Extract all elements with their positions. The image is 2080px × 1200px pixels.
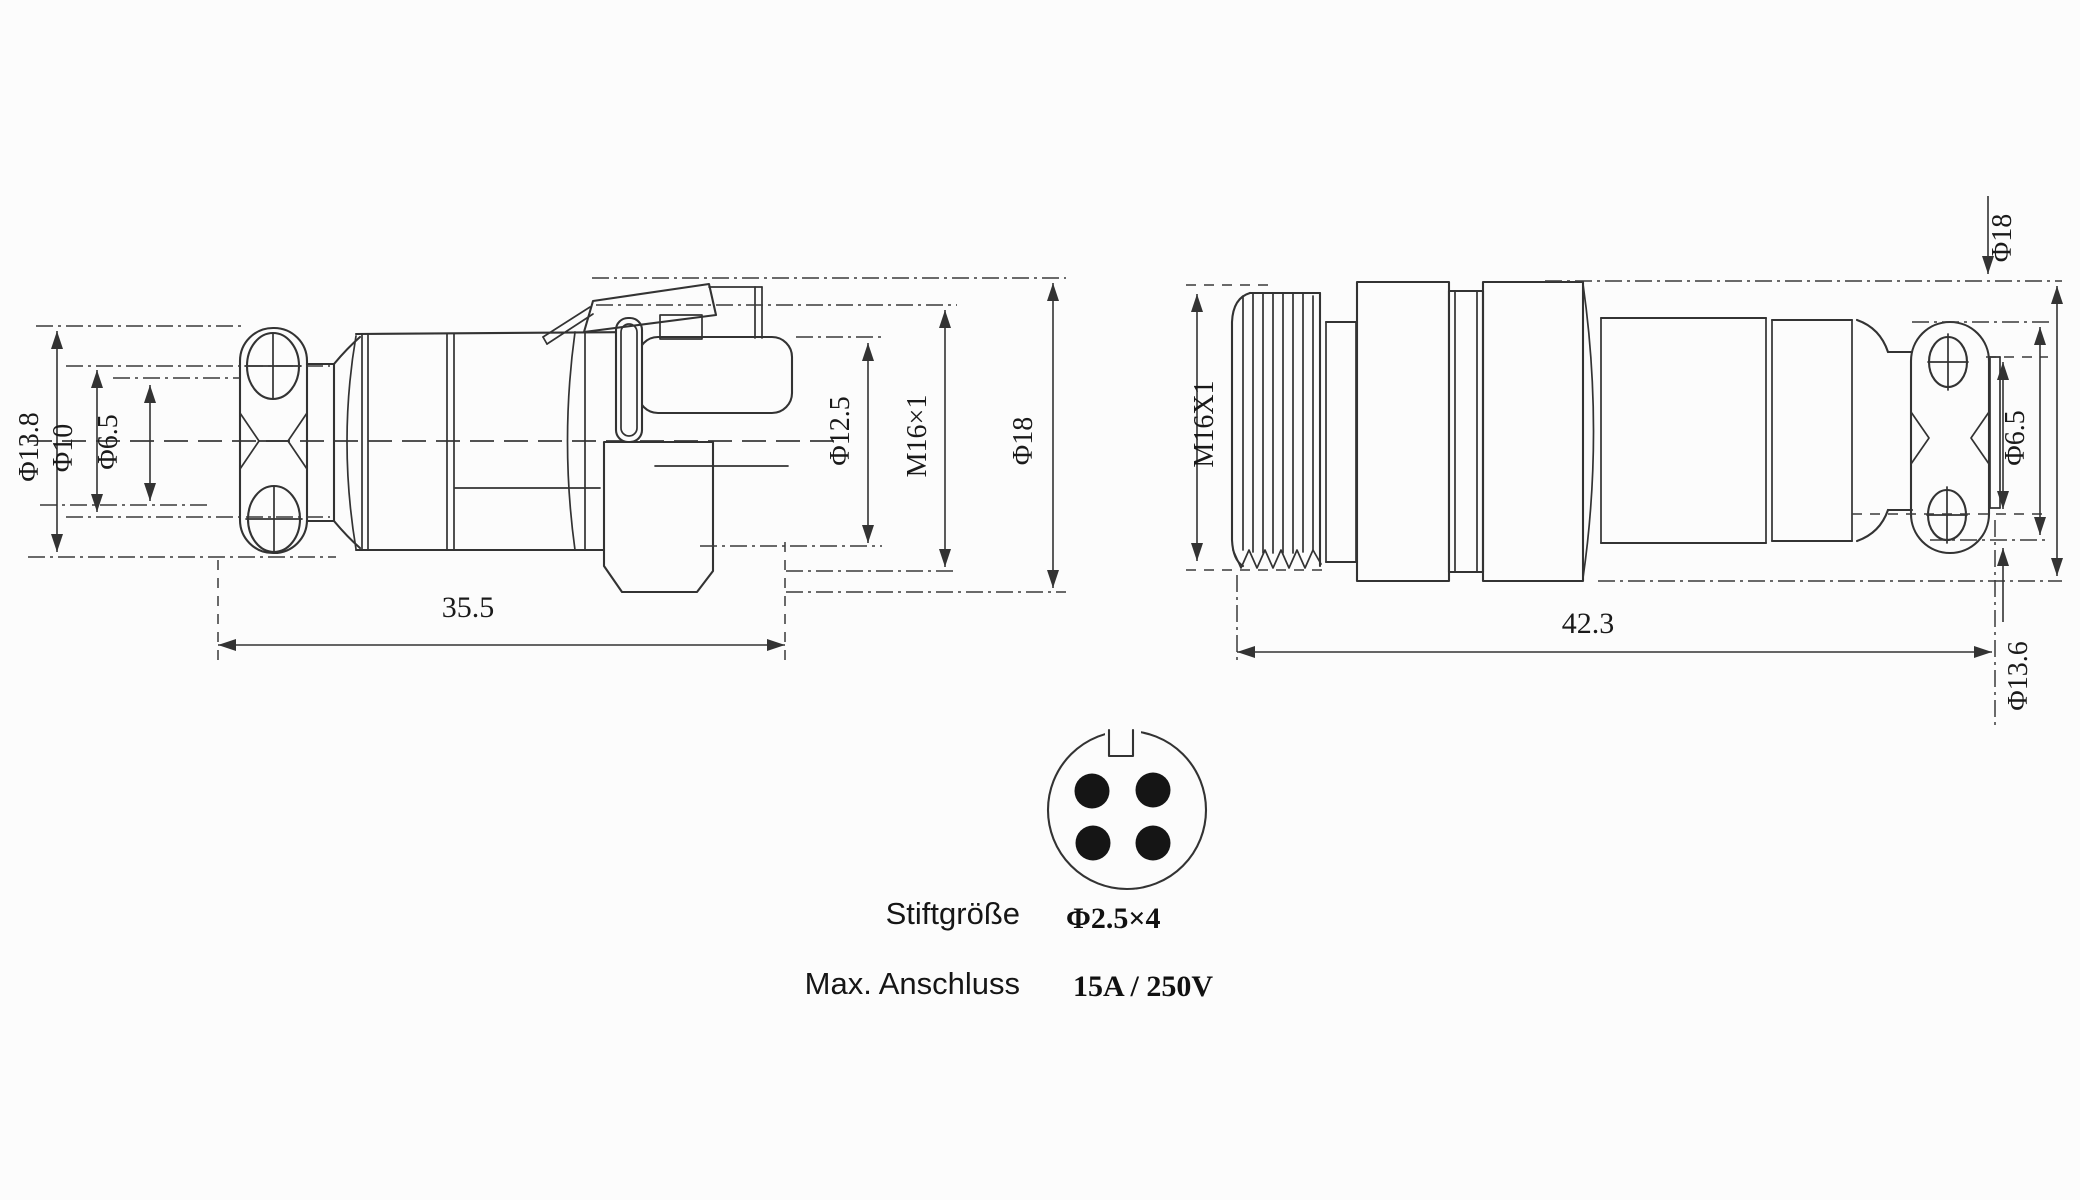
max-rating-value: 15A / 250V (1073, 970, 1214, 1003)
specs (805, 896, 1214, 1003)
shell-top (356, 332, 640, 334)
dim-label-phi18: Φ18 (1008, 416, 1039, 466)
dim-label-phi6-5: Φ6.5 (93, 414, 124, 470)
dim-label-35-5: 35.5 (441, 591, 495, 624)
dim-label-phi10: Φ10 (48, 423, 79, 473)
latch-arm (584, 284, 716, 332)
dim-label-phi6-5-right: Φ6.5 (2000, 410, 2031, 466)
dim-label-phi13-8: Φ13.8 (14, 412, 45, 482)
pin (1136, 773, 1171, 808)
thread-crests (1233, 550, 1321, 568)
dim-label-phi18-right: Φ18 (1987, 213, 2018, 263)
knurled-ring-1 (1357, 282, 1449, 581)
latch-pin (616, 318, 642, 442)
terminal-lug (1911, 322, 1989, 553)
left-connector-view (14, 278, 1066, 660)
connector-face (1048, 731, 1206, 889)
dim-label-42-3: 42.3 (1561, 607, 1615, 640)
pin-size-value: Φ2.5×4 (1066, 902, 1161, 935)
pin-face-view (1048, 722, 1206, 889)
dim-label-m16x1-right: M16X1 (1189, 380, 1220, 468)
pin-size-label: Stiftgröße (885, 896, 1020, 931)
pin (1136, 826, 1171, 861)
dim-label-phi12-5: Φ12.5 (825, 396, 856, 466)
dim-label-m16x1: M16×1 (902, 394, 933, 478)
right-connector-view (1186, 196, 2062, 726)
pin (1076, 826, 1111, 861)
max-rating-label: Max. Anschluss (804, 966, 1020, 1001)
knurled-nut (604, 442, 713, 592)
groove (1449, 291, 1483, 572)
dim-label-phi13-6: Φ13.6 (2003, 641, 2034, 711)
pin (1075, 774, 1110, 809)
knurled-ring-2 (1483, 282, 1583, 581)
plug-sleeve (638, 337, 792, 413)
